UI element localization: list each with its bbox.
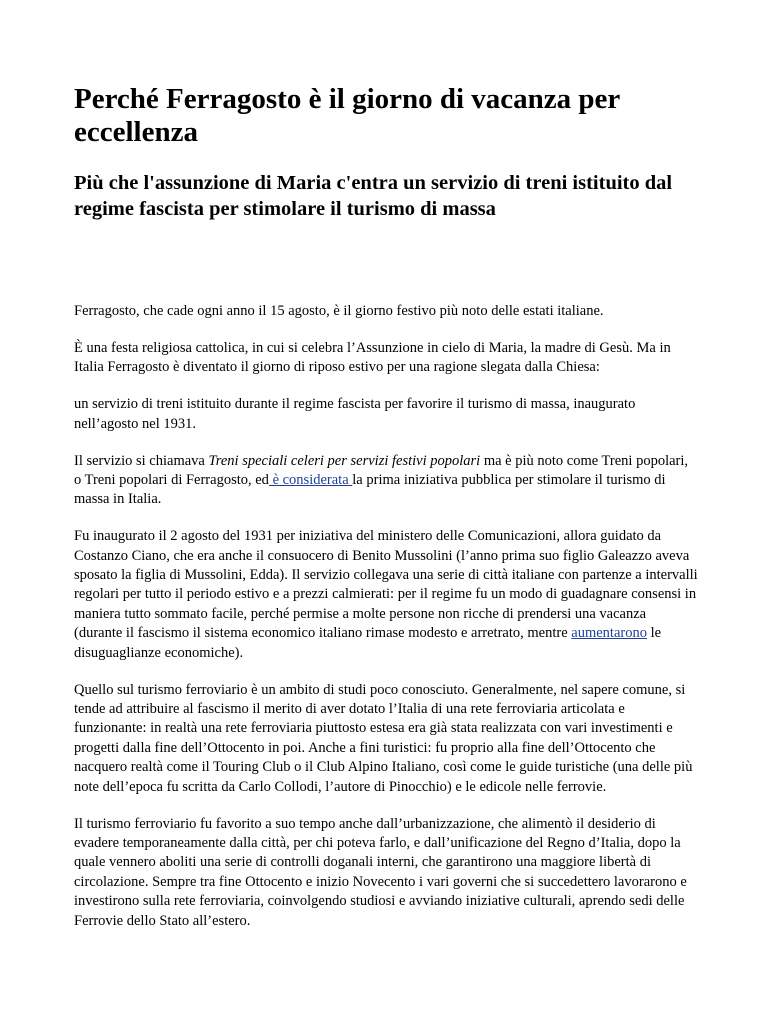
paragraph-4-text-b: ma è più noto come Treni popolari, o Treni popolari di Ferragosto, ed xyxy=(74,452,689,488)
article-title: Perché Ferragosto è il giorno di vacanza per eccellenza xyxy=(74,83,620,148)
paragraph-6: Quello sul turismo ferroviario è un ambito di studi poco conosciuto. Generalmente, nel sapere comune, si tende ad attribuire al fascismo il merito di aver dotato l’Italia di una rete ferroviaria articolata e funzionante: in realtà una rete ferroviaria piuttosto estesa era già stata realizzata con vari investimenti e progetti dalla fine dell’Ottocento in poi. Anche a fini turistici: fu proprio alla fine dell’Ottocento che nacquero realtà come il Touring Club o il Club Alpino Italiano, così come le guide turistiche (una delle più note dell’epoca fu scritta da Carlo Collodi, l’autore di Pinocchio) e le edicole nelle ferrovie. xyxy=(74,681,693,795)
article-body xyxy=(74,302,698,948)
paragraph-5 xyxy=(74,527,698,663)
paragraph-7: Il turismo ferroviario fu favorito a suo tempo anche dall’urbanizzazione, che alimentò il desiderio di evadere temporaneamente dalla città, per chi poteva farlo, e dall’unificazione del Regno d’Italia, dopo la quale vennero aboliti una serie di controlli doganali interni, che garantirono una maggiore libertà di circolazione. Sempre tra fine Ottocento e inizio Novecento i vari governi che si succedettero lavorarono e investirono sulla rete ferroviaria, coinvolgendo studiosi e avviando iniziative culturali, aprendo sedi delle Ferrovie dello Stato all’estero. xyxy=(74,815,687,929)
article-subtitle: Più che l'assunzione di Maria c'entra un servizio di treni istituito dal regime fascista per stimolare il turismo di massa xyxy=(74,172,673,220)
paragraph-4-text-c: la prima iniziativa pubblica per stimolare il turismo di massa in Italia. xyxy=(74,471,666,508)
paragraph-4-text-a: Il servizio si chiamava xyxy=(74,452,209,469)
train-service-name: Treni speciali celeri per servizi festivi popolari xyxy=(208,452,481,469)
paragraph-5-text-b: le disuguaglianze economiche). xyxy=(74,625,662,661)
paragraph-3: un servizio di treni istituito durante il regime fascista per favorire il turismo di massa, inaugurato nell’agosto nel 1931. xyxy=(74,396,636,432)
paragraph-2: È una festa religiosa cattolica, in cui si celebra l’Assunzione in cielo di Maria, la madre di Gesù. Ma in Italia Ferragosto è diventato il giorno di riposo estivo per una ragione slegata dalla Chiesa: xyxy=(74,339,671,376)
paragraph-1: Ferragosto, che cade ogni anno il 15 agosto, è il giorno festivo più noto delle estati italiane. xyxy=(74,303,604,319)
paragraph-4 xyxy=(74,452,698,510)
aumentarono-link[interactable]: aumentarono xyxy=(571,625,647,642)
paragraph-5-text-a: Fu inaugurato il 2 agosto del 1931 per iniziativa del ministero delle Comunicazioni, allora guidato da Costanzo Ciano, che era anche il consuocero di Benito Mussolini (l’anno prima suo figlio Galeazzo aveva sposato la figlia di Mussolini, Edda). Il servizio collegava una serie di città italiane con partenze a intervalli regolari per tutto il periodo estivo e a prezzi calmierati: per il regime fu un modo di guadagnare consensi in maniera tutto sommato facile, perché permise a molte persone non ricche di prendersi una vacanza (durante il fascismo il sistema economico italiano rimase modesto e arretrato, mentre xyxy=(74,528,698,642)
considerata-link[interactable]: è considerata xyxy=(268,471,353,488)
